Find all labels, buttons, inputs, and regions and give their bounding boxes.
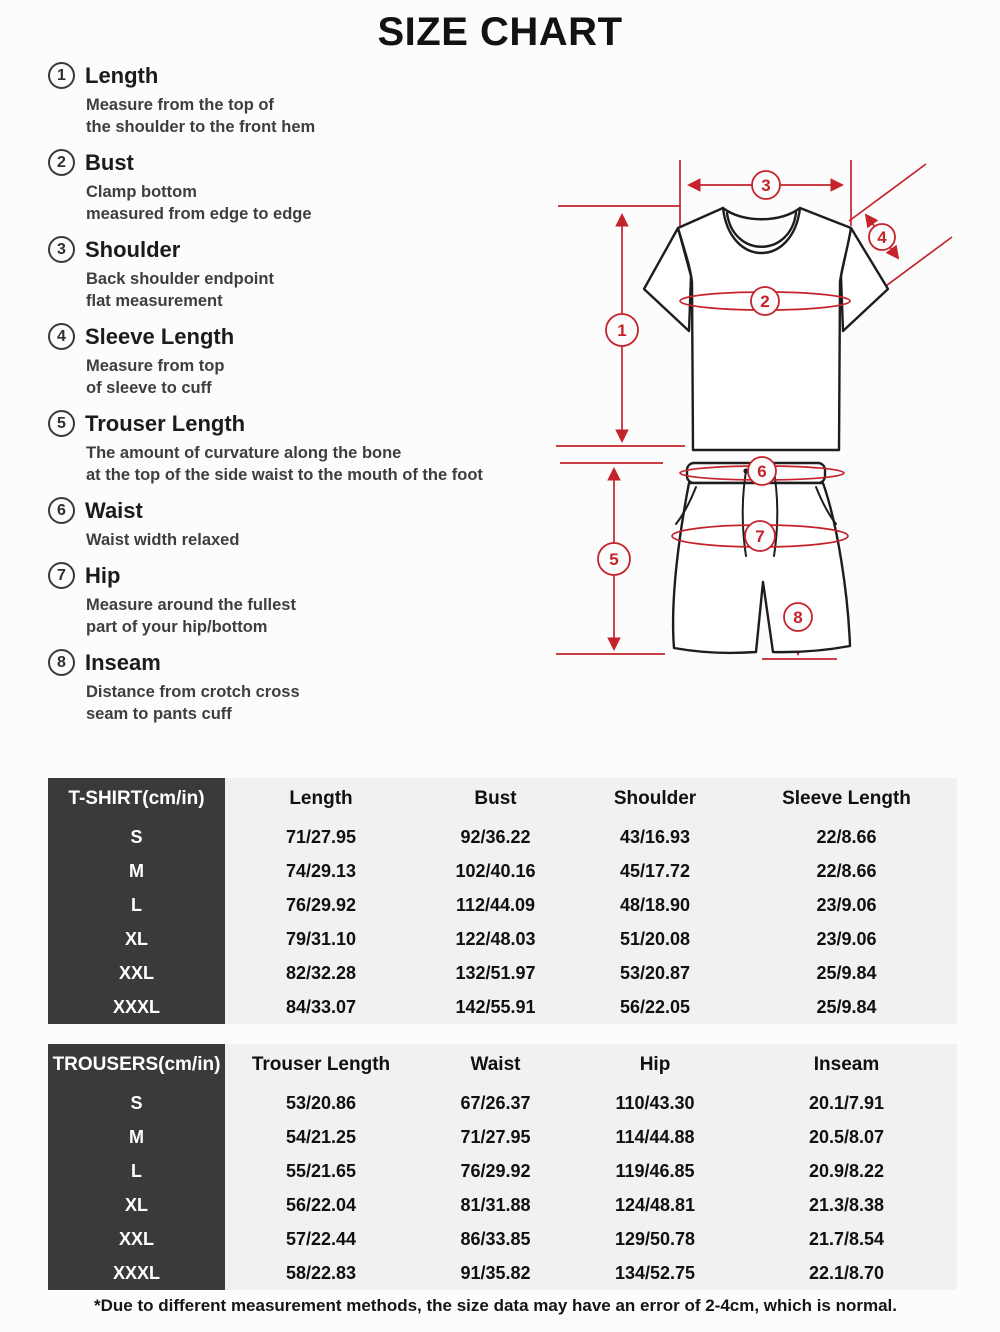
size-row-label: M <box>48 854 225 888</box>
column-header: Hip <box>574 1044 736 1086</box>
dim-label-1: 1 <box>617 321 627 340</box>
guide-item-title: Waist <box>85 497 143 523</box>
guide-item-desc-line: at the top of the side waist to the mouth of the foot <box>86 466 483 484</box>
size-value-cell: 122/48.03 <box>417 922 574 956</box>
guide-item-title: Length <box>85 62 159 88</box>
size-value-cell: 119/46.85 <box>574 1154 736 1188</box>
size-row-label: XXXL <box>48 1256 225 1290</box>
size-value-cell: 58/22.83 <box>225 1256 417 1290</box>
size-value-cell: 23/9.06 <box>736 888 957 922</box>
guide-item-desc-line: Measure from the top of <box>86 96 274 114</box>
guide-item-number: 1 <box>48 62 75 89</box>
size-diagram <box>548 158 968 678</box>
guide-item-description <box>86 268 588 312</box>
table-row <box>48 1222 957 1256</box>
size-value-cell: 102/40.16 <box>417 854 574 888</box>
guide-item <box>48 562 588 638</box>
guide-item-title: Shoulder <box>85 236 181 262</box>
size-value-cell: 45/17.72 <box>574 854 736 888</box>
guide-item-desc-line: Distance from crotch cross <box>86 683 300 701</box>
size-value-cell: 20.9/8.22 <box>736 1154 957 1188</box>
size-value-cell: 81/31.88 <box>417 1188 574 1222</box>
guide-item <box>48 62 588 138</box>
size-value-cell: 92/36.22 <box>417 820 574 854</box>
guide-item <box>48 497 588 551</box>
size-value-cell: 22.1/8.70 <box>736 1256 957 1290</box>
table-row <box>48 888 957 922</box>
guide-item-desc-line: measured from edge to edge <box>86 205 312 223</box>
guide-item-title: Bust <box>85 149 134 175</box>
dim-label-4: 4 <box>877 228 887 247</box>
size-value-cell: 57/22.44 <box>225 1222 417 1256</box>
size-value-cell: 22/8.66 <box>736 854 957 888</box>
dim-label-2: 2 <box>760 292 770 311</box>
tshirt-outline <box>644 208 888 450</box>
shorts-outline <box>673 463 850 653</box>
guide-item-description <box>86 94 588 138</box>
dim-label-7: 7 <box>755 527 765 546</box>
guide-item-header <box>48 323 588 350</box>
size-value-cell: 124/48.81 <box>574 1188 736 1222</box>
guide-item-number: 3 <box>48 236 75 263</box>
column-header: Length <box>225 778 417 820</box>
guide-item-header <box>48 149 588 176</box>
column-header: Shoulder <box>574 778 736 820</box>
guide-item-desc-line: Measure from top <box>86 357 225 375</box>
guide-item-title: Sleeve Length <box>85 323 235 349</box>
guide-item-header <box>48 562 588 589</box>
table-row <box>48 1120 957 1154</box>
table-header-row <box>48 778 957 820</box>
size-value-cell: 21.3/8.38 <box>736 1188 957 1222</box>
guide-item-description <box>86 442 588 486</box>
guide-item <box>48 649 588 725</box>
size-row-label: L <box>48 1154 225 1188</box>
guide-item-desc-line: flat measurement <box>86 292 223 310</box>
guide-item-desc-line: Measure around the fullest <box>86 596 296 614</box>
guide-item-desc-line: of sleeve to cuff <box>86 379 212 397</box>
dim-label-8: 8 <box>793 608 803 627</box>
size-value-cell: 71/27.95 <box>417 1120 574 1154</box>
guide-item-desc-line: the shoulder to the front hem <box>86 118 316 136</box>
column-header: Inseam <box>736 1044 957 1086</box>
guide-item-header <box>48 410 588 437</box>
size-row-label: XXXL <box>48 990 225 1024</box>
guide-item-number: 5 <box>48 410 75 437</box>
dim-label-5: 5 <box>609 550 619 569</box>
size-value-cell: 56/22.05 <box>574 990 736 1024</box>
size-value-cell: 91/35.82 <box>417 1256 574 1290</box>
guide-item-desc-line: part of your hip/bottom <box>86 618 268 636</box>
column-header: Trouser Length <box>225 1044 417 1086</box>
guide-item-number: 8 <box>48 649 75 676</box>
size-value-cell: 67/26.37 <box>417 1086 574 1120</box>
guide-item-title: Inseam <box>85 649 161 675</box>
size-row-label: XXL <box>48 1222 225 1256</box>
size-value-cell: 142/55.91 <box>417 990 574 1024</box>
size-value-cell: 51/20.08 <box>574 922 736 956</box>
size-value-cell: 56/22.04 <box>225 1188 417 1222</box>
column-header: Waist <box>417 1044 574 1086</box>
table-row <box>48 922 957 956</box>
guide-item-description <box>86 594 588 638</box>
size-value-cell: 55/21.65 <box>225 1154 417 1188</box>
guide-item-number: 2 <box>48 149 75 176</box>
table-row <box>48 820 957 854</box>
guide-item-title: Trouser Length <box>85 410 246 436</box>
guide-item-description <box>86 181 588 225</box>
table-header-row <box>48 1044 957 1086</box>
size-value-cell: 54/21.25 <box>225 1120 417 1154</box>
size-value-cell: 53/20.86 <box>225 1086 417 1120</box>
size-value-cell: 110/43.30 <box>574 1086 736 1120</box>
guide-item-description <box>86 681 588 725</box>
size-value-cell: 82/32.28 <box>225 956 417 990</box>
size-value-cell: 132/51.97 <box>417 956 574 990</box>
table-row <box>48 956 957 990</box>
table-row <box>48 1086 957 1120</box>
size-value-cell: 20.5/8.07 <box>736 1120 957 1154</box>
table-corner-label: TROUSERS(cm/in) <box>48 1044 225 1086</box>
table-row <box>48 990 957 1024</box>
page-title: SIZE CHART <box>377 10 623 54</box>
guide-item-desc-line: Waist width relaxed <box>86 531 240 549</box>
guide-item-desc-line: The amount of curvature along the bone <box>86 444 402 462</box>
guide-item-number: 7 <box>48 562 75 589</box>
guide-item-header <box>48 62 588 89</box>
dim-label-3: 3 <box>761 176 771 195</box>
dim-label-6: 6 <box>757 462 767 481</box>
table-row <box>48 1154 957 1188</box>
size-value-cell: 84/33.07 <box>225 990 417 1024</box>
size-value-cell: 112/44.09 <box>417 888 574 922</box>
guide-item-number: 4 <box>48 323 75 350</box>
column-header: Sleeve Length <box>736 778 957 820</box>
size-row-label: M <box>48 1120 225 1154</box>
size-value-cell: 134/52.75 <box>574 1256 736 1290</box>
size-row-label: S <box>48 1086 225 1120</box>
guide-item <box>48 149 588 225</box>
guide-item-description <box>86 529 588 551</box>
footnote: *Due to different measurement methods, the size data may have an error of 2-4cm, which is normal. <box>94 1296 898 1315</box>
table-row <box>48 1256 957 1290</box>
measure-guide <box>48 62 588 736</box>
guide-item-desc-line: Clamp bottom <box>86 183 197 201</box>
guide-item-title: Hip <box>85 562 121 588</box>
size-value-cell: 76/29.92 <box>225 888 417 922</box>
size-row-label: XXL <box>48 956 225 990</box>
size-value-cell: 43/16.93 <box>574 820 736 854</box>
size-value-cell: 20.1/7.91 <box>736 1086 957 1120</box>
size-value-cell: 21.7/8.54 <box>736 1222 957 1256</box>
size-value-cell: 129/50.78 <box>574 1222 736 1256</box>
size-row-label: S <box>48 820 225 854</box>
guide-item <box>48 236 588 312</box>
guide-item-desc-line: seam to pants cuff <box>86 705 232 723</box>
table-corner-label: T-SHIRT(cm/in) <box>48 778 225 820</box>
size-value-cell: 74/29.13 <box>225 854 417 888</box>
size-value-cell: 86/33.85 <box>417 1222 574 1256</box>
guide-item-desc-line: Back shoulder endpoint <box>86 270 274 288</box>
size-row-label: XL <box>48 922 225 956</box>
guide-item-description <box>86 355 588 399</box>
size-value-cell: 114/44.88 <box>574 1120 736 1154</box>
size-row-label: L <box>48 888 225 922</box>
table-row <box>48 854 957 888</box>
guide-item-header <box>48 649 588 676</box>
size-value-cell: 71/27.95 <box>225 820 417 854</box>
tshirt-size-table <box>48 778 957 1024</box>
guide-item-header <box>48 236 588 263</box>
guide-item <box>48 323 588 399</box>
size-value-cell: 25/9.84 <box>736 956 957 990</box>
guide-item <box>48 410 588 486</box>
size-value-cell: 79/31.10 <box>225 922 417 956</box>
size-value-cell: 48/18.90 <box>574 888 736 922</box>
guide-item-number: 6 <box>48 497 75 524</box>
size-value-cell: 22/8.66 <box>736 820 957 854</box>
column-header: Bust <box>417 778 574 820</box>
trousers-size-table <box>48 1044 957 1290</box>
size-value-cell: 23/9.06 <box>736 922 957 956</box>
size-row-label: XL <box>48 1188 225 1222</box>
size-value-cell: 25/9.84 <box>736 990 957 1024</box>
guide-item-header <box>48 497 588 524</box>
table-row <box>48 1188 957 1222</box>
size-value-cell: 76/29.92 <box>417 1154 574 1188</box>
size-value-cell: 53/20.87 <box>574 956 736 990</box>
